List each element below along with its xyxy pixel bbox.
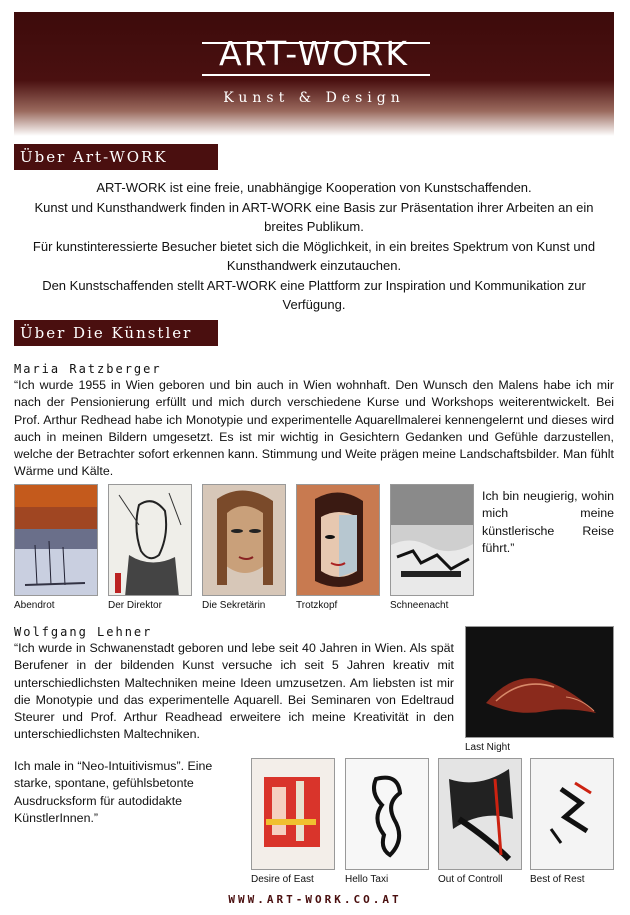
artwork-caption: Abendrot (14, 600, 55, 611)
artwork-der-direktor (108, 484, 192, 596)
artwork-hello-taxi (345, 758, 429, 870)
about-line: Für kunstinteressierte Besucher bietet sich die Möglichkeit, in ein breites Spektrum von Kunst und Kunsthandwerk einzutauchen. (32, 238, 596, 273)
artwork-caption: Out of Controll (438, 874, 503, 885)
artists-section-heading: Über Die Künstler (14, 320, 218, 346)
artwork-abendrot (14, 484, 98, 596)
artwork-caption: Desire of East (251, 874, 314, 885)
about-section-heading: Über Art-WORK (14, 144, 218, 170)
artwork-caption: Der Direktor (108, 600, 162, 611)
artist-closing: Ich male in “Neo-Intuitivismus”. Eine starke, spontane, gefühlsbetonte Ausdrucksform für autodidakte KünstlerInnen.” (14, 759, 213, 825)
artwork-caption: Hello Taxi (345, 874, 389, 885)
about-text (14, 178, 614, 315)
artwork-schneenacht (390, 484, 474, 596)
artwork-caption: Schneenacht (390, 600, 449, 611)
logo-subtitle: Kunst & Design (223, 90, 405, 106)
artwork-desire-of-east (251, 758, 335, 870)
artwork-die-sekretaerin (202, 484, 286, 596)
artist-closing: Ich bin neugierig, wohin mich meine künstlerische Reise führt.” (482, 489, 614, 555)
artwork-caption: Best of Rest (530, 874, 585, 885)
artist-name: Wolfgang Lehner (14, 625, 153, 639)
artwork-best-of-rest (530, 758, 614, 870)
logo-title: ART-WORK (219, 34, 409, 73)
artwork-caption: Trotzkopf (296, 600, 338, 611)
footer-url[interactable]: WWW.ART-WORK.CO.AT (228, 893, 402, 906)
artwork-caption: Die Sekretärin (202, 600, 266, 611)
artist-bio: “Ich wurde 1955 in Wien geboren und bin auch in Wien wohnhaft. Den Wunsch den Malens habe ich mir nach der Pensionierung erfüllt und mich durch verschiedene Kurse und Workshops weiterentwickelt. Bei Prof. Arthur Redhead habe ich Monotypie und experimentelle Aquarellmalerei kennengelernt und dieses wird auch in meinen Bildern umgesetzt. Es ist mir wichtig in Gesichtern Gedanken und Gefühle darzustellen, welche der Betrachter sofort erkennen kann. Stimmung und Weite prägen meine Landschaftsbilder. Man fühlt Wärme und Kälte. (14, 378, 614, 479)
about-line: Kunst und Kunsthandwerk finden in ART-WORK eine Basis zur Präsentation ihrer Arbeiten an ein breites Publikum. (34, 199, 594, 234)
about-line: ART-WORK ist eine freie, unabhängige Kooperation von Kunstschaffenden. (96, 180, 532, 195)
artwork-trotzkopf (296, 484, 380, 596)
about-line: Den Kunstschaffenden stellt ART-WORK eine Plattform zur Inspiration und Kommunikation zur Verfügung. (42, 277, 586, 312)
logo-rule-bottom (202, 74, 430, 76)
artwork-last-night (465, 626, 614, 738)
artwork-caption: Last Night (465, 742, 511, 753)
artwork-out-of-controll (438, 758, 522, 870)
artist-name: Maria Ratzberger (14, 362, 162, 376)
header-banner (14, 12, 614, 136)
artist-bio: “Ich wurde in Schwanenstadt geboren und lebe seit 40 Jahren in Wien. Als spät Berufener in der bildenden Kunst versuche ich seit 5 Jahren kreativ mit unterschiedlichsten Maltechniken meine Ideen umzusetzen. Am liebsten ist mir die Monotypie und das experimentelle Aquarell. Bei Seminaren von Edeltraud Steurer und Prof. Arthur Readhead erweitere ich meine Kreativität in den unterschiedlichsten Maltechniken. (14, 641, 454, 742)
